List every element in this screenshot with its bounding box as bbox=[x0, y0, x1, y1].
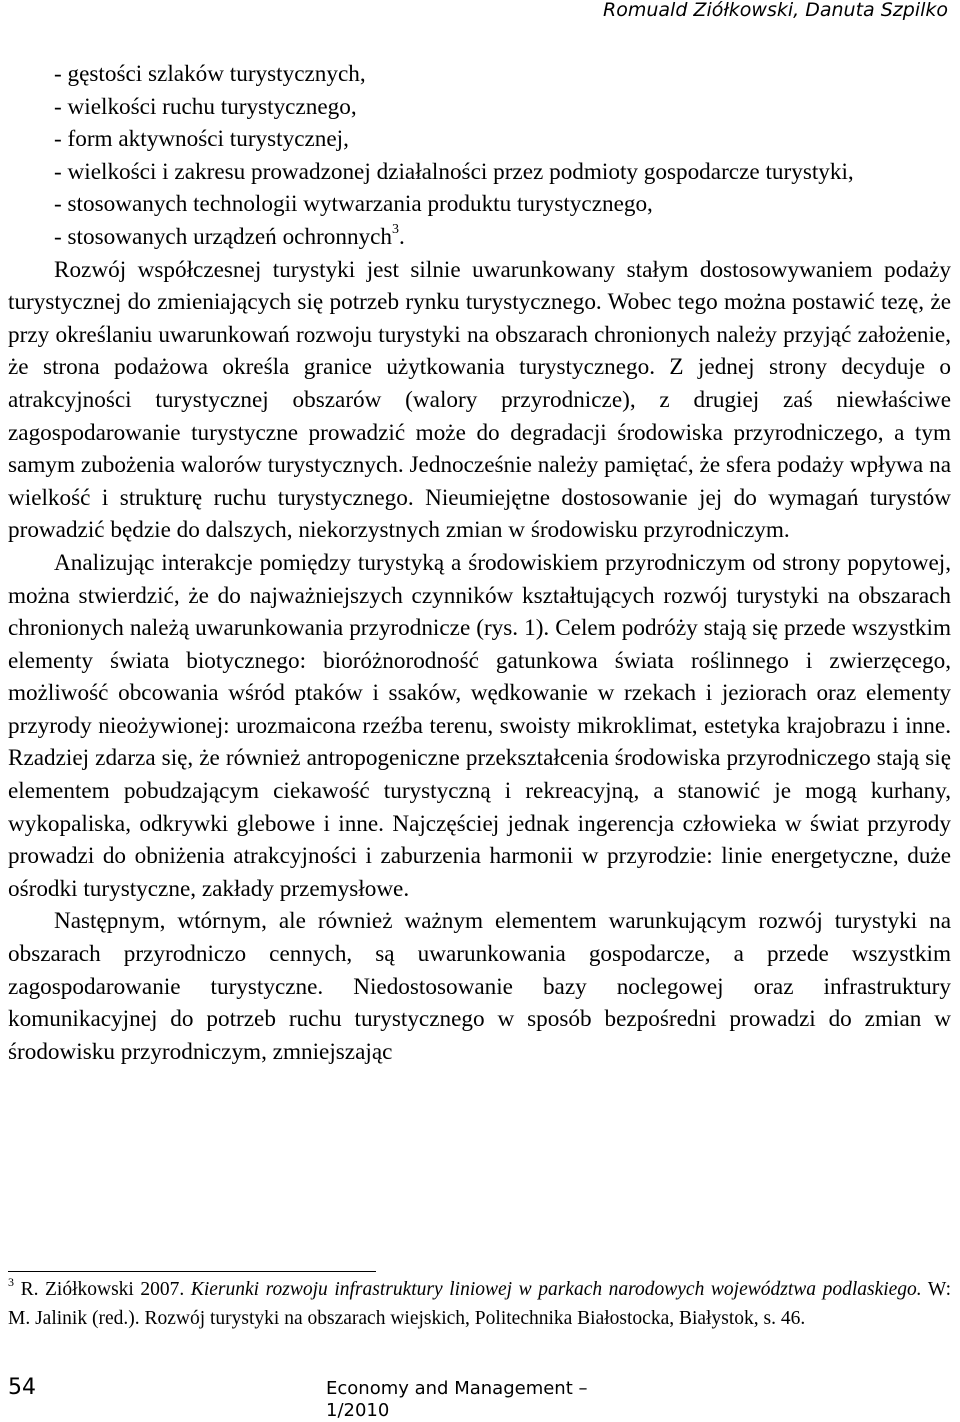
paragraph: Analizując interakcje pomiędzy turystyką a środowiskiem przyrodniczym od strony popytowej, można stwierdzić, że do najważniejszych czynników kształtujących rozwój turystyki na obszarach chronionych należą uwarunkowania przyrodnicze (rys. 1). Celem podróży stają się przede wszystkim elementy świata biotycznego: bioróżnorodność gatunkowa świata roślinnego i zwierzęcego, możliwość obcowania wśród ptaków i ssaków, wędkowanie w rzekach i jeziorach oraz elementy przyrody nieożywionej: urozmaicona rzeźba terenu, swoisty mikroklimat, estetyka krajobrazu i inne. Rzadziej zdarza się, że również antropogeniczne przekształcenia środowiska przyrodniczego stają się elementem pobudzającym ciekawość turystyczną i rekreacyjną, a stanowić je mogą kurhany, wykopaliska, odkrywki glebowe i inne. Najczęściej jednak ingerencja człowieka w świat przyrody prowadzi do obniżenia atrakcyjności i zaburzenia harmonii w przyrodzie: linie energetyczne, duże ośrodki turystyczne, zakłady przemysłowe. bbox=[8, 549, 951, 902]
list-item: - stosowanych technologii wytwarzania produktu turystycznego, bbox=[54, 191, 653, 218]
journal-name: Economy and Management – 1/2010 bbox=[326, 1378, 588, 1421]
list-item: - gęstości szlaków turystycznych, bbox=[54, 61, 366, 87]
running-header bbox=[603, 0, 948, 26]
list-item: - stosowanych urządzeń ochronnych$^3$. bbox=[54, 222, 405, 250]
body-text bbox=[8, 58, 951, 1068]
footnote-text-end: W: M. Jalinik (red.). Rozwój turystyki na obszarach wiejskich, Politechnika Białostocka, Białystok, s. 46. bbox=[8, 1279, 951, 1329]
list-item-text: - stosowanych urządzeń ochronnych bbox=[54, 223, 393, 250]
paragraph: Następnym, wtórnym, ale również ważnym elementem warunkującym rozwój turystyki na obszarach przyrodniczo cennych, są uwarunkowania gospodarcze, a przede wszystkim zagospodarowanie turystyczne. Niedostosowanie bazy noclegowej oraz infrastruktury komunikacyjnej do potrzeb ruchu turystycznego w sposób bezpośredni prowadzi do zmian w środowisku przyrodniczym, zmniejszając bbox=[8, 908, 951, 1065]
footnote-number: 3 bbox=[8, 1274, 14, 1289]
page-number: 54 bbox=[8, 1375, 36, 1400]
footnote-title: Kierunki rozwoju infrastruktury liniowej w parkach narodowych województwa podlaskiego. bbox=[190, 1279, 922, 1300]
list-item: - wielkości i zakresu prowadzonej działalności przez podmioty gospodarcze turystyki, bbox=[54, 158, 854, 185]
footnote-rule bbox=[8, 1271, 376, 1272]
footnote-reference: 3 bbox=[392, 222, 400, 238]
footnote bbox=[8, 1271, 951, 1333]
list-item: - wielkości ruchu turystycznego, bbox=[54, 93, 357, 120]
header-authors: Romuald Ziółkowski, Danuta Szpilko bbox=[603, 0, 948, 21]
footnote-text-start: R. Ziółkowski 2007. bbox=[14, 1279, 191, 1300]
list-item: - form aktywności turystycznej, bbox=[54, 126, 349, 153]
paragraph: Rozwój współczesnej turystyki jest silnie uwarunkowany stałym dostosowywaniem podaży turystycznej do zmieniających się potrzeb rynku turystycznego. Wobec tego można postawić tezę, że przy określaniu uwarunkowań rozwoju turystyki na obszarach chronionych należy przyjąć założenie, że strona podażowa określa granice użytkowania turystycznego. Z jednej strony decyduje o atrakcyjności turystycznej obszarów (walory przyrodnicze), z drugiej zaś niewłaściwe zagospodarowanie turystyczne prowadzić może do degradacji środowiska przyrodniczego, a tym samym zubożenia walorów turystycznych. Jednocześnie należy pamiętać, że sfera podaży wpływa na wielkość i strukturę ruchu turystycznego. Nieumiejętne dostosowanie jej do wymagań turystów prowadzić będzie do dalszych, niekorzystnych zmian w środowisku przyrodniczym. bbox=[8, 256, 951, 544]
